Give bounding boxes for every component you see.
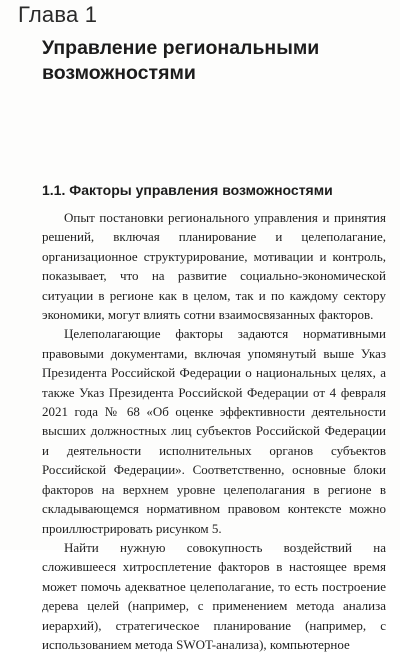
paragraph: Опыт постановки регионального управления и принятия решений, включая планирование и целеполагание, организационное структурирование, мотивации и контроль, показывает, что на развитие социально-экономической ситуации в регионе как в целом, так и по каждому сектору экономики, могут влиять сотни взаимосвязанных факторов. xyxy=(42,210,386,323)
section-title: 1.1. Факторы управления возможностями xyxy=(42,182,333,198)
chapter-label: Глава 1 xyxy=(18,2,98,27)
paragraph: Целеполагающие факторы задаются нормативными правовыми документами, включая упомянутый выше Указ Президента Российской Федерации о национальных целях, а также Указ Президента Российской Федерации от 4 февраля 2021 года № 68 «Об оценке эффективности деятельности высших должностных лиц субъектов Российской Федерации и деятельности исполнительных органов субъектов Российской Федерации». Соответственно, основные блоки факторов на верхнем уровне целеполагания в регионе в складывающемся нормативном правовом контексте можно проиллюстрировать рисунком 5. xyxy=(42,326,386,536)
body-text xyxy=(42,208,386,654)
chapter-title: Управление региональными возможностями xyxy=(42,37,320,84)
paragraph: Найти нужную совокупность воздействий на сложившееся хитросплетение факторов в настоящее время может помочь адекватное целеполагание, то есть построение дерева целей (например, с применением метода анализа иерархий), стратегическое планирование (например, с использованием метода SWOT-анализа), компьютерное xyxy=(42,539,386,652)
